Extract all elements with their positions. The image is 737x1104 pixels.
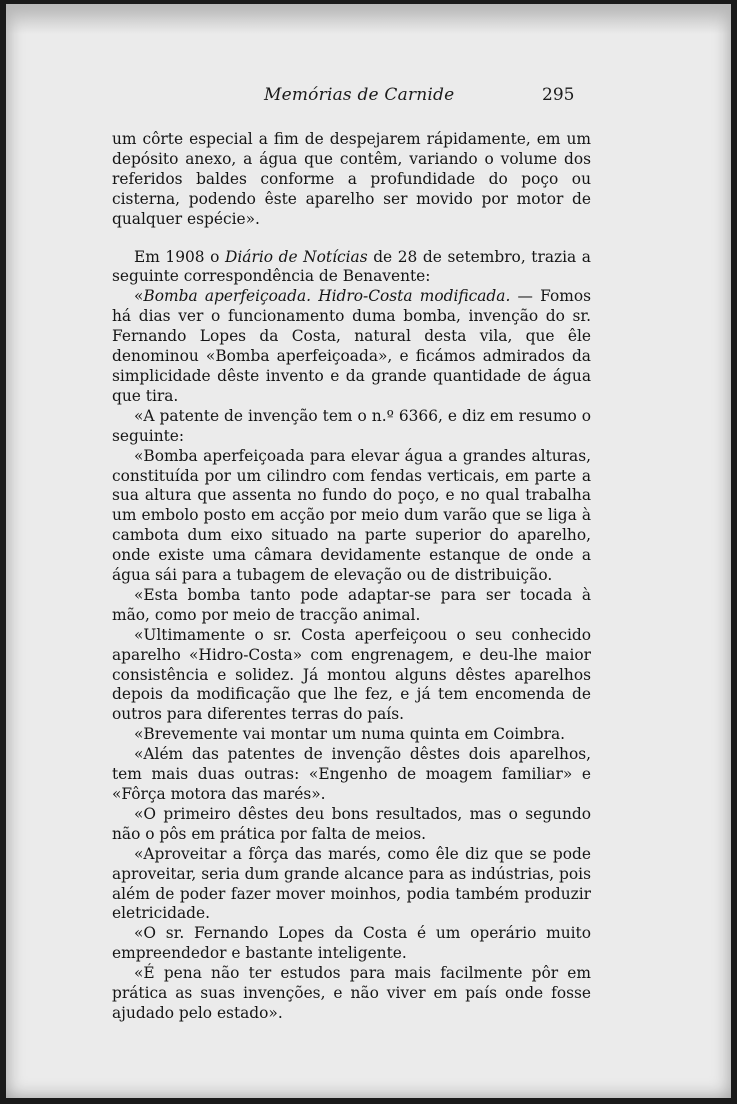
page-number: 295: [542, 85, 575, 105]
paragraph-6: «Esta bomba tanto pode adaptar-se para ser tocada à mão, como por meio de tracção animal.: [112, 585, 591, 624]
paragraph-2-lead: Em 1908 o: [134, 247, 226, 266]
paragraph-9: «Além das patentes de invenção dêstes dois aparelhos, tem mais duas outras: «Engenho de moagem familiar» e «Fôrça motora das marés».: [112, 745, 591, 803]
paragraph-13: «É pena não ter estudos para mais facilmente pôr em prática as suas invenções, e não viver em país onde fosse ajudado pelo estado».: [112, 964, 591, 1022]
book-page: [6, 4, 731, 1098]
paragraph-2: [112, 248, 591, 288]
paragraph-7: «Ultimamente o sr. Costa aperfeiçoou o seu conhecido aparelho «Hidro-Costa» com engrenagem, e deu-lhe maior consistência e solidez. Já montou alguns dêstes aparelhos depois da modificação que lhe fez, e já tem encomenda de outros para diferentes terras do país.: [112, 625, 591, 724]
paragraph-2-rest: de 28 de setembro, trazia a seguinte correspondência de Benavente:: [112, 247, 591, 286]
body-text: [112, 130, 591, 1024]
paragraph-3: [112, 287, 591, 406]
article-heading: Bomba aperfeiçoada. Hidro-Costa modificada.: [143, 287, 511, 306]
running-head: [6, 85, 731, 109]
paragraph-11: «Aproveitar a fôrça das marés, como êle diz que se pode aproveitar, seria dum grande alcance para as indústrias, pois além de poder fazer mover moinhos, podia também produzir eletricidade.: [112, 844, 591, 923]
paragraph-3-rest: — Fomos há dias ver o funcionamento duma bomba, invenção do sr. Fernando Lopes da Costa, natural desta vila, que êle denominou «Bomba aperfeiçoada», e ficámos admirados da simplicidade dêste invento e da grande quantidade de água que tira.: [112, 287, 591, 405]
paragraph-4: «A patente de invenção tem o n.º 6366, e diz em resumo o seguinte:: [112, 406, 591, 445]
opening-quote: «: [134, 287, 144, 306]
newspaper-title: Diário de Notícias: [225, 247, 368, 266]
paragraph-12: «O sr. Fernando Lopes da Costa é um operário muito empreendedor e bastante inteligente.: [112, 924, 591, 963]
running-title: Memórias de Carnide: [264, 85, 455, 105]
paragraph-10: «O primeiro dêstes deu bons resultados, mas o segundo não o pôs em prática por falta de meios.: [112, 804, 591, 843]
paragraph-8: «Brevemente vai montar um numa quinta em Coimbra.: [134, 725, 566, 744]
paragraph-1: um côrte especial a fim de despejarem rápidamente, em um depósito anexo, a água que contêm, variando o volume dos referidos baldes conforme a profundidade do poço ou cisterna, podendo êste aparelho ser movido por motor de qualquer espécie».: [112, 130, 591, 228]
paragraph-5: «Bomba aperfeiçoada para elevar água a grandes alturas, constituída por um cilindro com fendas verticais, em parte a sua altura que assenta no fundo do poço, e no qual trabalha um embolo posto em acção por meio dum varão que se liga à cambota dum eixo situado na parte superior do aparelho, onde existe uma câmara devidamente estanque de onde a água sái para a tubagem de elevação ou de distribuição.: [112, 446, 591, 585]
